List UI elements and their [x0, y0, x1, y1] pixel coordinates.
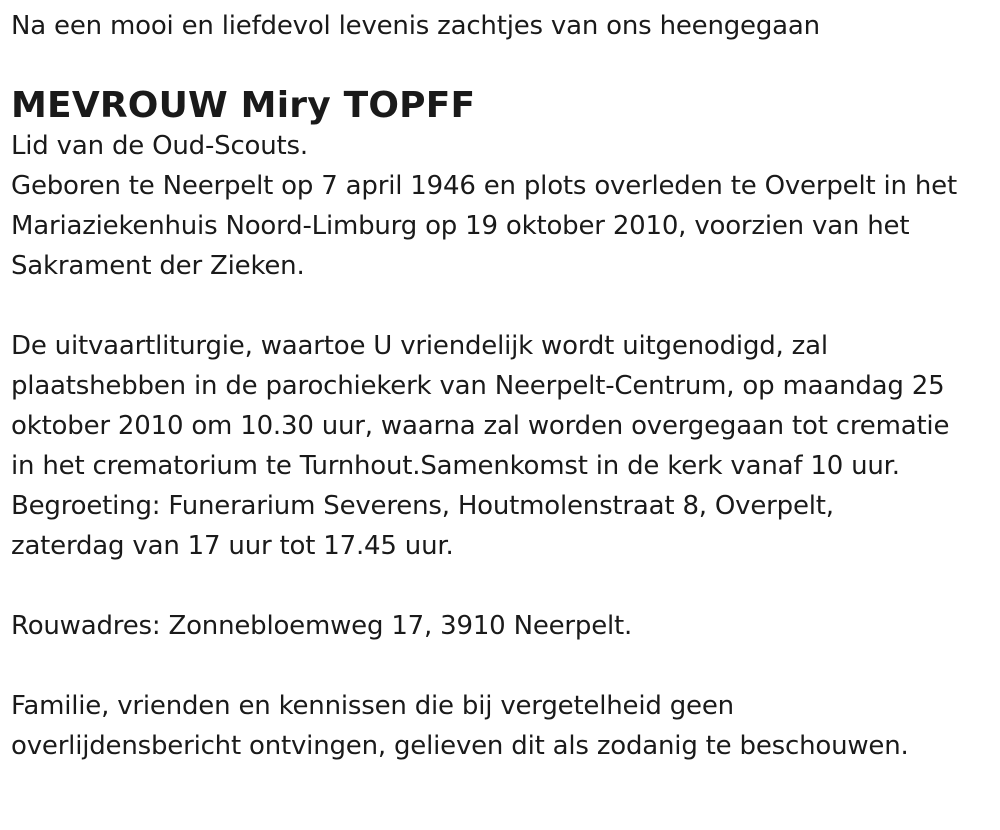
funeral-line: in het crematorium te Turnhout.Samenkomst in de kerk vanaf 10 uur. [11, 451, 900, 481]
affiliation-text: Lid van de Oud-Scouts. [11, 131, 308, 161]
birth-death-line: Geboren te Neerpelt op 7 april 1946 en plots overleden te Overpelt in het [11, 171, 957, 201]
intro-text: Na een mooi en liefdevol levenis zachtjes van ons heengegaan [11, 11, 820, 41]
funeral-line: De uitvaartliturgie, waartoe U vriendelijk wordt uitgenodigd, zal [11, 331, 828, 361]
closing-line: Familie, vrienden en kennissen die bij vergetelheid geen [11, 691, 734, 721]
closing-paragraph [11, 686, 988, 766]
funeral-line: plaatshebben in de parochiekerk van Neerpelt-Centrum, op maandag 25 [11, 371, 945, 401]
birth-death-paragraph [11, 166, 988, 286]
funeral-paragraph [11, 326, 988, 566]
birth-death-line: Sakrament der Zieken. [11, 251, 305, 281]
funeral-line: Begroeting: Funerarium Severens, Houtmolenstraat 8, Overpelt, [11, 491, 834, 521]
mourning-address: Rouwadres: Zonnebloemweg 17, 3910 Neerpelt. [11, 611, 633, 641]
deceased-name: MEVROUW Miry TOPFF [11, 85, 476, 126]
name-block [11, 86, 988, 166]
birth-death-line: Mariaziekenhuis Noord-Limburg op 19 oktober 2010, voorzien van het [11, 211, 910, 241]
closing-line: overlijdensbericht ontvingen, gelieven dit als zodanig te beschouwen. [11, 731, 909, 761]
funeral-line: oktober 2010 om 10.30 uur, waarna zal worden overgegaan tot crematie [11, 411, 950, 441]
funeral-line: zaterdag van 17 uur tot 17.45 uur. [11, 531, 454, 561]
